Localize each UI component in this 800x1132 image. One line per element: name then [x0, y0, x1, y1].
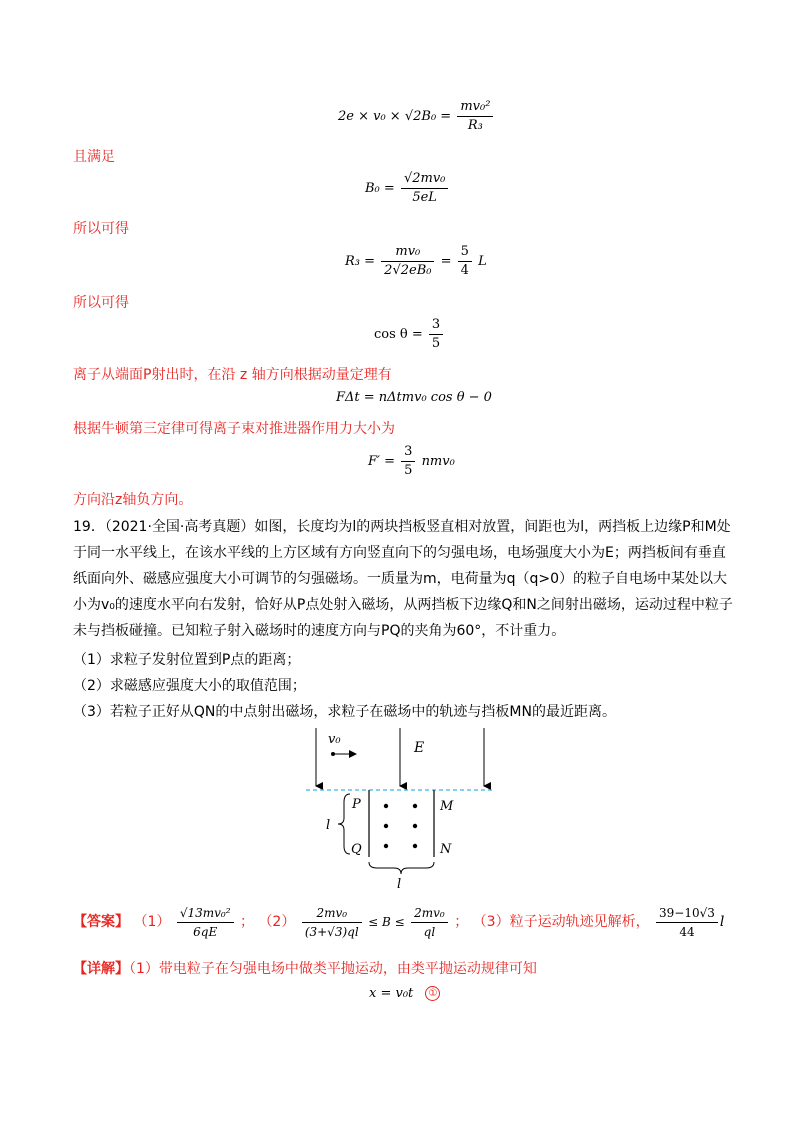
equation-1	[338, 98, 495, 135]
question-2: （2）求磁感应强度大小的取值范围；	[73, 678, 306, 694]
answer-sep-1: ；	[239, 914, 254, 930]
eq2-fraction	[401, 170, 448, 207]
text-suoyi-1: 所以可得	[73, 221, 129, 237]
bottom-brace	[369, 862, 434, 874]
answer-sep-2: ；	[454, 914, 469, 930]
eq3-tail: L	[478, 254, 487, 269]
text-fangxiang: 方向沿z轴负方向。	[73, 492, 193, 508]
answer-1-fraction	[177, 904, 234, 941]
eq6-fraction	[401, 443, 415, 480]
answer-2-left-den: (3+√3)ql	[304, 924, 359, 939]
answer-2-mid: ≤ B ≤	[368, 915, 405, 929]
p-label: P	[352, 797, 361, 812]
field-dot	[384, 844, 388, 848]
answer-part-1: （1）	[133, 914, 171, 930]
detail-line	[73, 958, 537, 980]
eq4-den: 5	[431, 336, 441, 351]
answer-3-tail: l	[719, 914, 725, 930]
equation-2	[365, 170, 450, 207]
eq3-fraction-2	[458, 243, 472, 280]
equation-6	[368, 443, 455, 480]
detail-tag: 【详解】	[73, 961, 129, 977]
problem-body: 如图，长度均为l的两块挡板竖直相对放置，间距也为l，两挡板上边缘P和M处于同一水平线上，在该水平线的上方区域有方向竖直向下的匀强电场，电场强度大小为E；两挡板间有垂直纸面向外、磁感应强度大小可调节的匀强磁场。一质量为m，电荷量为q（q>0）的粒子自电场中某处以大小为v₀的速度水平向右发射，恰好从P点处射入磁场，从两挡板下边缘Q和N之间射出磁场，运动过程中粒子未与挡板碰撞。已知粒子射入磁场时的速度方向与PQ的夹角为60°，不计重力。	[73, 519, 733, 639]
answer-tag: 【答案】	[73, 914, 129, 930]
answer-1-den: 6qE	[193, 924, 218, 939]
answer-2-left-num: 2mv₀	[302, 904, 362, 923]
eq3-den1: 2√2eB₀	[384, 263, 432, 278]
answer-2-left-fraction	[302, 904, 362, 941]
text-niudun: 根据牛顿第三定律可得离子束对推进器作用力大小为	[73, 421, 395, 437]
eq1-lhs: 2e × v₀ × √2B₀ =	[338, 109, 452, 124]
field-dot	[413, 824, 417, 828]
eq3-num2: 5	[458, 243, 472, 262]
circled-number-1: ①	[425, 986, 440, 1001]
eq3-mid: =	[440, 254, 452, 269]
text-lizi: 离子从端面P射出时，在沿 z 轴方向根据动量定理有	[73, 367, 392, 383]
answer-2-right-den: ql	[423, 924, 436, 939]
answer-2-right-num: 2mv₀	[411, 904, 448, 923]
answer-3-den: 44	[679, 924, 695, 939]
eq2-lhs: B₀ =	[365, 181, 395, 196]
equation-5: FΔt = nΔtmv₀ cos θ − 0	[336, 390, 492, 405]
eq3-lhs: R₃ =	[345, 254, 376, 269]
n-label: N	[440, 842, 452, 857]
l-side-label: l	[326, 818, 331, 833]
answer-1-num: √13mv₀²	[177, 904, 234, 923]
answer-2-right-fraction	[411, 904, 448, 941]
answer-part-2: （2）	[258, 914, 296, 930]
m-label: M	[440, 799, 454, 814]
detail-text: （1）带电粒子在匀强电场中做类平抛运动，由类平抛运动规律可知	[129, 961, 537, 977]
equation-3	[345, 243, 487, 280]
question-3: （3）若粒子正好从QN的中点射出磁场，求粒子在磁场中的轨迹与挡板MN的最近距离。	[73, 704, 616, 720]
q-label: Q	[351, 842, 362, 857]
field-dot	[413, 804, 417, 808]
eq4-lhs: cos θ =	[374, 327, 423, 342]
field-dot	[384, 824, 388, 828]
field-dot	[413, 844, 417, 848]
eq1-fraction	[457, 98, 493, 135]
eq6-tail: nmv₀	[421, 454, 455, 469]
eq4-num: 3	[429, 316, 443, 335]
eq1-num: mv₀²	[457, 98, 493, 117]
eq3-fraction-1	[381, 243, 434, 280]
eq2-den: 5eL	[412, 190, 437, 205]
problem-number: 19．	[73, 519, 105, 535]
answer-part-3: （3）粒子运动轨迹见解析，	[472, 914, 650, 930]
problem-19	[73, 514, 733, 644]
eq3-num1: mv₀	[381, 243, 434, 262]
equation-4	[374, 316, 445, 353]
problem-source: （2021·全国·高考真题）	[104, 519, 255, 535]
v0-label: v₀	[328, 732, 341, 747]
text-qiemanzu: 且满足	[73, 149, 115, 165]
eq3-den2: 4	[460, 263, 469, 278]
answer-3-fraction	[656, 904, 718, 941]
physics-figure	[306, 722, 536, 892]
eq2-num: √2mv₀	[401, 170, 448, 189]
answer-line	[73, 902, 724, 942]
field-dot	[384, 804, 388, 808]
eq6-num: 3	[401, 443, 415, 462]
question-1: （1）求粒子发射位置到P点的距离；	[73, 652, 301, 668]
l-bottom-label: l	[397, 877, 402, 892]
eq6-den: 5	[404, 463, 413, 478]
eq1-den: R₃	[467, 118, 483, 133]
equation-7	[369, 986, 440, 1001]
left-brace	[338, 794, 350, 854]
e-label: E	[414, 740, 425, 756]
eq6-lhs: F′ =	[368, 454, 395, 469]
eq7-text: x = v₀t	[369, 986, 414, 1001]
answer-3-num: 39−10√3	[656, 904, 718, 923]
eq4-fraction	[429, 316, 443, 353]
text-suoyi-2: 所以可得	[73, 295, 129, 311]
